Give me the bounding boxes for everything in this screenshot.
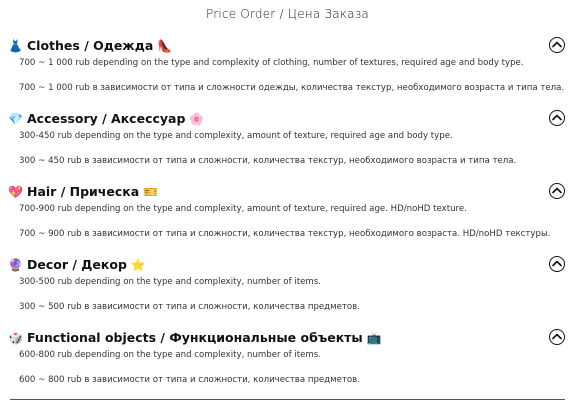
star-icon: ⭐ <box>130 258 146 272</box>
collapse-toggle-icon[interactable] <box>549 329 565 345</box>
page-title: Price Order / Цена Заказа <box>206 7 369 21</box>
description-ru: 700 ~ 1 000 rub в зависимости от типа и сложности одежды, количества текстур, необходимого возраста и типа тела. <box>19 83 565 93</box>
section-header[interactable] <box>8 257 568 277</box>
section-title: Functional objects / Функциональные объекты <box>27 330 363 345</box>
section-hair <box>8 184 568 239</box>
high-heel-icon: 👠 <box>157 39 173 53</box>
collapse-toggle-icon[interactable] <box>549 37 565 53</box>
heart-icon: 💖 <box>8 185 23 199</box>
section-title: Hair / Прическа <box>27 184 140 199</box>
section-title: Decor / Декор <box>27 257 127 272</box>
description-en: 700-900 rub depending on the type and complexity, amount of texture, required age. HD/noHD texture. <box>19 204 467 214</box>
description-ru: 300 ~ 500 rub в зависимости от типа и сложности, количества предметов. <box>19 302 360 312</box>
collapse-toggle-icon[interactable] <box>549 183 565 199</box>
description-ru: 600 ~ 800 rub в зависимости от типа и сложности, количества предметов. <box>19 375 360 385</box>
description-en: 300-450 rub depending on the type and complexity, amount of texture, required age and body type. <box>19 131 453 141</box>
divider <box>10 399 565 400</box>
ticket-icon: 🎫 <box>143 185 159 199</box>
section-decor <box>8 257 568 312</box>
description-en: 300-500 rub depending on the type and complexity, number of items. <box>19 277 321 287</box>
description-ru: 300 ~ 450 rub в зависимости от типа и сложности, количества текстур, необходимого возраста и типа тела. <box>19 156 517 166</box>
section-title: Accessory / Аксессуар <box>27 111 186 126</box>
crystal-ball-icon: 🔮 <box>8 258 23 272</box>
collapse-toggle-icon[interactable] <box>549 110 565 126</box>
dress-icon: 👗 <box>8 39 23 53</box>
collapse-toggle-icon[interactable] <box>549 256 565 272</box>
description-en: 600-800 rub depending on the type and complexity, number of items. <box>19 350 321 360</box>
section-header[interactable] <box>8 111 568 131</box>
description-ru: 700 ~ 900 rub в зависимости от типа и сложности, количества текстур, необходимого возраста. HD/noHD текстуры. <box>19 229 551 239</box>
section-header[interactable] <box>8 38 568 58</box>
section-functional-objects <box>8 330 568 385</box>
tv-icon: 📺 <box>366 331 382 345</box>
gem-icon: 💎 <box>8 112 23 126</box>
section-header[interactable] <box>8 184 568 204</box>
section-clothes <box>8 38 568 93</box>
section-header[interactable] <box>8 330 568 350</box>
section-accessory <box>8 111 568 166</box>
dice-icon: 🎲 <box>8 331 23 345</box>
description-en: 700 ~ 1 000 rub depending on the type and complexity of clothing, number of textures, required age and body type. <box>19 58 524 68</box>
flower-icon: 🌸 <box>189 112 205 126</box>
section-title: Clothes / Одежда <box>27 38 154 53</box>
